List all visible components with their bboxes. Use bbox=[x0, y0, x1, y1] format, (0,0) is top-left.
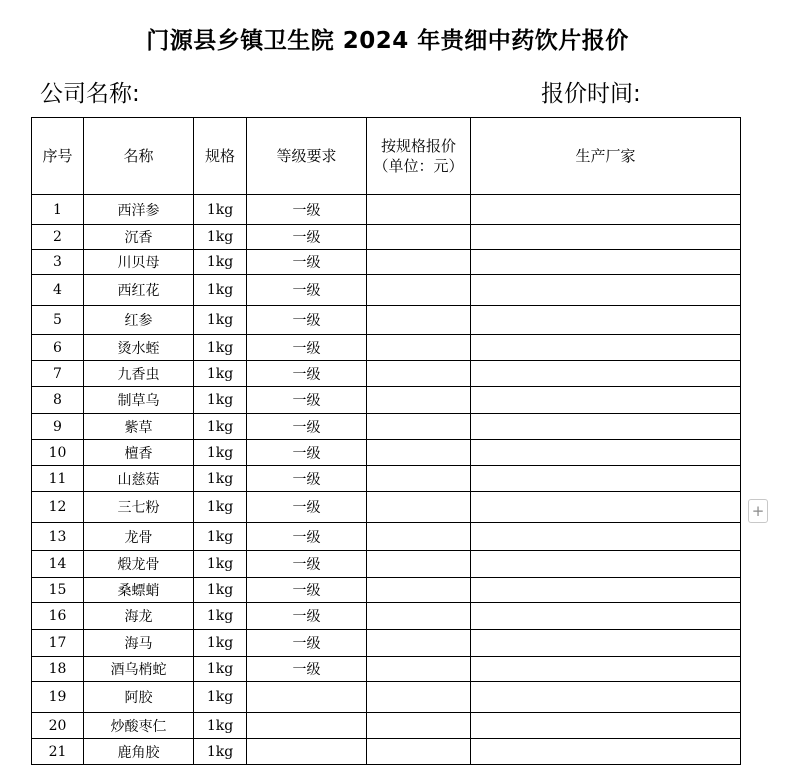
cell-price[interactable] bbox=[367, 306, 471, 335]
cell-price[interactable] bbox=[367, 713, 471, 739]
cell-maker[interactable] bbox=[471, 630, 741, 657]
cell-seq: 4 bbox=[32, 275, 84, 306]
cell-grade: 一级 bbox=[247, 361, 367, 387]
table-body bbox=[32, 195, 741, 765]
cell-grade bbox=[247, 739, 367, 765]
table-row bbox=[32, 523, 741, 551]
table-row bbox=[32, 440, 741, 466]
cell-spec: 1kg bbox=[194, 466, 247, 492]
cell-seq: 7 bbox=[32, 361, 84, 387]
cell-spec: 1kg bbox=[194, 657, 247, 682]
cell-maker[interactable] bbox=[471, 387, 741, 414]
cell-grade: 一级 bbox=[247, 250, 367, 275]
cell-maker[interactable] bbox=[471, 523, 741, 551]
cell-name: 海马 bbox=[84, 630, 194, 657]
cell-maker[interactable] bbox=[471, 713, 741, 739]
cell-name: 三七粉 bbox=[84, 492, 194, 523]
cell-seq: 20 bbox=[32, 713, 84, 739]
header-spec: 规格 bbox=[194, 118, 247, 195]
cell-spec: 1kg bbox=[194, 739, 247, 765]
header-seq: 序号 bbox=[32, 118, 84, 195]
plus-icon: + bbox=[751, 501, 765, 520]
cell-price[interactable] bbox=[367, 387, 471, 414]
cell-price[interactable] bbox=[367, 414, 471, 440]
cell-spec: 1kg bbox=[194, 225, 247, 250]
cell-maker[interactable] bbox=[471, 578, 741, 603]
table-row bbox=[32, 466, 741, 492]
table-row bbox=[32, 492, 741, 523]
cell-seq: 19 bbox=[32, 682, 84, 713]
cell-price[interactable] bbox=[367, 250, 471, 275]
cell-name: 桑螵蛸 bbox=[84, 578, 194, 603]
cell-name: 川贝母 bbox=[84, 250, 194, 275]
table-row bbox=[32, 387, 741, 414]
cell-grade: 一级 bbox=[247, 414, 367, 440]
cell-name: 山慈菇 bbox=[84, 466, 194, 492]
table-row bbox=[32, 335, 741, 361]
cell-name: 红参 bbox=[84, 306, 194, 335]
cell-grade bbox=[247, 682, 367, 713]
cell-maker[interactable] bbox=[471, 306, 741, 335]
cell-maker[interactable] bbox=[471, 492, 741, 523]
cell-spec: 1kg bbox=[194, 195, 247, 225]
cell-seq: 13 bbox=[32, 523, 84, 551]
cell-seq: 18 bbox=[32, 657, 84, 682]
cell-spec: 1kg bbox=[194, 335, 247, 361]
cell-seq: 8 bbox=[32, 387, 84, 414]
cell-maker[interactable] bbox=[471, 739, 741, 765]
cell-grade: 一级 bbox=[247, 387, 367, 414]
cell-name: 龙骨 bbox=[84, 523, 194, 551]
cell-maker[interactable] bbox=[471, 414, 741, 440]
cell-seq: 12 bbox=[32, 492, 84, 523]
table-row bbox=[32, 630, 741, 657]
cell-grade: 一级 bbox=[247, 603, 367, 630]
table-row bbox=[32, 250, 741, 275]
document-title: 门源县乡镇卫生院 2024 年贵细中药饮片报价 bbox=[146, 28, 629, 54]
cell-price[interactable] bbox=[367, 630, 471, 657]
table-row bbox=[32, 682, 741, 713]
cell-seq: 2 bbox=[32, 225, 84, 250]
cell-grade: 一级 bbox=[247, 551, 367, 578]
cell-seq: 6 bbox=[32, 335, 84, 361]
table-row bbox=[32, 603, 741, 630]
cell-maker[interactable] bbox=[471, 275, 741, 306]
cell-name: 鹿角胶 bbox=[84, 739, 194, 765]
table-row bbox=[32, 551, 741, 578]
cell-price[interactable] bbox=[367, 523, 471, 551]
table-row bbox=[32, 225, 741, 250]
cell-grade: 一级 bbox=[247, 578, 367, 603]
cell-maker[interactable] bbox=[471, 250, 741, 275]
cell-spec: 1kg bbox=[194, 630, 247, 657]
cell-spec: 1kg bbox=[194, 361, 247, 387]
cell-spec: 1kg bbox=[194, 682, 247, 713]
table-row bbox=[32, 195, 741, 225]
cell-maker[interactable] bbox=[471, 335, 741, 361]
cell-name: 烫水蛭 bbox=[84, 335, 194, 361]
cell-grade: 一级 bbox=[247, 440, 367, 466]
cell-maker[interactable] bbox=[471, 551, 741, 578]
cell-grade bbox=[247, 713, 367, 739]
cell-name: 檀香 bbox=[84, 440, 194, 466]
cell-price[interactable] bbox=[367, 225, 471, 250]
cell-grade: 一级 bbox=[247, 195, 367, 225]
cell-maker[interactable] bbox=[471, 682, 741, 713]
cell-price[interactable] bbox=[367, 195, 471, 225]
cell-name: 海龙 bbox=[84, 603, 194, 630]
cell-grade: 一级 bbox=[247, 225, 367, 250]
cell-seq: 14 bbox=[32, 551, 84, 578]
cell-spec: 1kg bbox=[194, 492, 247, 523]
cell-price[interactable] bbox=[367, 682, 471, 713]
table-row bbox=[32, 414, 741, 440]
header-name: 名称 bbox=[84, 118, 194, 195]
cell-spec: 1kg bbox=[194, 414, 247, 440]
cell-name: 酒乌梢蛇 bbox=[84, 657, 194, 682]
table-row bbox=[32, 306, 741, 335]
cell-spec: 1kg bbox=[194, 275, 247, 306]
cell-spec: 1kg bbox=[194, 713, 247, 739]
cell-name: 九香虫 bbox=[84, 361, 194, 387]
cell-maker[interactable] bbox=[471, 225, 741, 250]
cell-name: 西洋参 bbox=[84, 195, 194, 225]
cell-maker[interactable] bbox=[471, 195, 741, 225]
cell-spec: 1kg bbox=[194, 551, 247, 578]
table-header-row bbox=[32, 118, 741, 195]
table-row bbox=[32, 713, 741, 739]
cell-maker[interactable] bbox=[471, 440, 741, 466]
cell-grade: 一级 bbox=[247, 657, 367, 682]
table-row bbox=[32, 361, 741, 387]
cell-spec: 1kg bbox=[194, 440, 247, 466]
add-row-button[interactable] bbox=[748, 499, 768, 523]
cell-grade: 一级 bbox=[247, 466, 367, 492]
cell-maker[interactable] bbox=[471, 603, 741, 630]
table-row bbox=[32, 275, 741, 306]
cell-spec: 1kg bbox=[194, 603, 247, 630]
cell-spec: 1kg bbox=[194, 250, 247, 275]
cell-grade: 一级 bbox=[247, 306, 367, 335]
cell-spec: 1kg bbox=[194, 578, 247, 603]
cell-seq: 16 bbox=[32, 603, 84, 630]
cell-spec: 1kg bbox=[194, 387, 247, 414]
cell-name: 紫草 bbox=[84, 414, 194, 440]
quote-table bbox=[31, 117, 741, 765]
cell-price[interactable] bbox=[367, 492, 471, 523]
cell-seq: 9 bbox=[32, 414, 84, 440]
cell-price[interactable] bbox=[367, 440, 471, 466]
cell-name: 煅龙骨 bbox=[84, 551, 194, 578]
cell-seq: 10 bbox=[32, 440, 84, 466]
cell-grade: 一级 bbox=[247, 523, 367, 551]
cell-price[interactable] bbox=[367, 361, 471, 387]
cell-seq: 15 bbox=[32, 578, 84, 603]
cell-maker[interactable] bbox=[471, 466, 741, 492]
cell-seq: 17 bbox=[32, 630, 84, 657]
company-name-label: 公司名称: bbox=[40, 81, 140, 107]
table-row bbox=[32, 578, 741, 603]
header-price-line2: （单位：元） bbox=[373, 157, 464, 175]
cell-price[interactable] bbox=[367, 739, 471, 765]
cell-price[interactable] bbox=[367, 551, 471, 578]
cell-grade: 一级 bbox=[247, 335, 367, 361]
cell-grade: 一级 bbox=[247, 492, 367, 523]
cell-name: 沉香 bbox=[84, 225, 194, 250]
cell-grade: 一级 bbox=[247, 630, 367, 657]
cell-name: 制草乌 bbox=[84, 387, 194, 414]
table-row bbox=[32, 657, 741, 682]
table-row bbox=[32, 739, 741, 765]
cell-price[interactable] bbox=[367, 578, 471, 603]
cell-name: 炒酸枣仁 bbox=[84, 713, 194, 739]
cell-name: 西红花 bbox=[84, 275, 194, 306]
header-maker: 生产厂家 bbox=[471, 118, 741, 195]
cell-price[interactable] bbox=[367, 275, 471, 306]
cell-maker[interactable] bbox=[471, 657, 741, 682]
cell-price[interactable] bbox=[367, 466, 471, 492]
cell-seq: 21 bbox=[32, 739, 84, 765]
cell-price[interactable] bbox=[367, 335, 471, 361]
cell-grade: 一级 bbox=[247, 275, 367, 306]
quote-time-label: 报价时间: bbox=[541, 81, 641, 107]
cell-maker[interactable] bbox=[471, 361, 741, 387]
cell-price[interactable] bbox=[367, 603, 471, 630]
header-price-line1: 按规格报价 bbox=[380, 137, 456, 155]
cell-seq: 3 bbox=[32, 250, 84, 275]
header-grade: 等级要求 bbox=[247, 118, 367, 195]
cell-name: 阿胶 bbox=[84, 682, 194, 713]
cell-price[interactable] bbox=[367, 657, 471, 682]
cell-spec: 1kg bbox=[194, 523, 247, 551]
header-price bbox=[367, 118, 471, 195]
cell-seq: 11 bbox=[32, 466, 84, 492]
cell-seq: 1 bbox=[32, 195, 84, 225]
cell-seq: 5 bbox=[32, 306, 84, 335]
cell-spec: 1kg bbox=[194, 306, 247, 335]
